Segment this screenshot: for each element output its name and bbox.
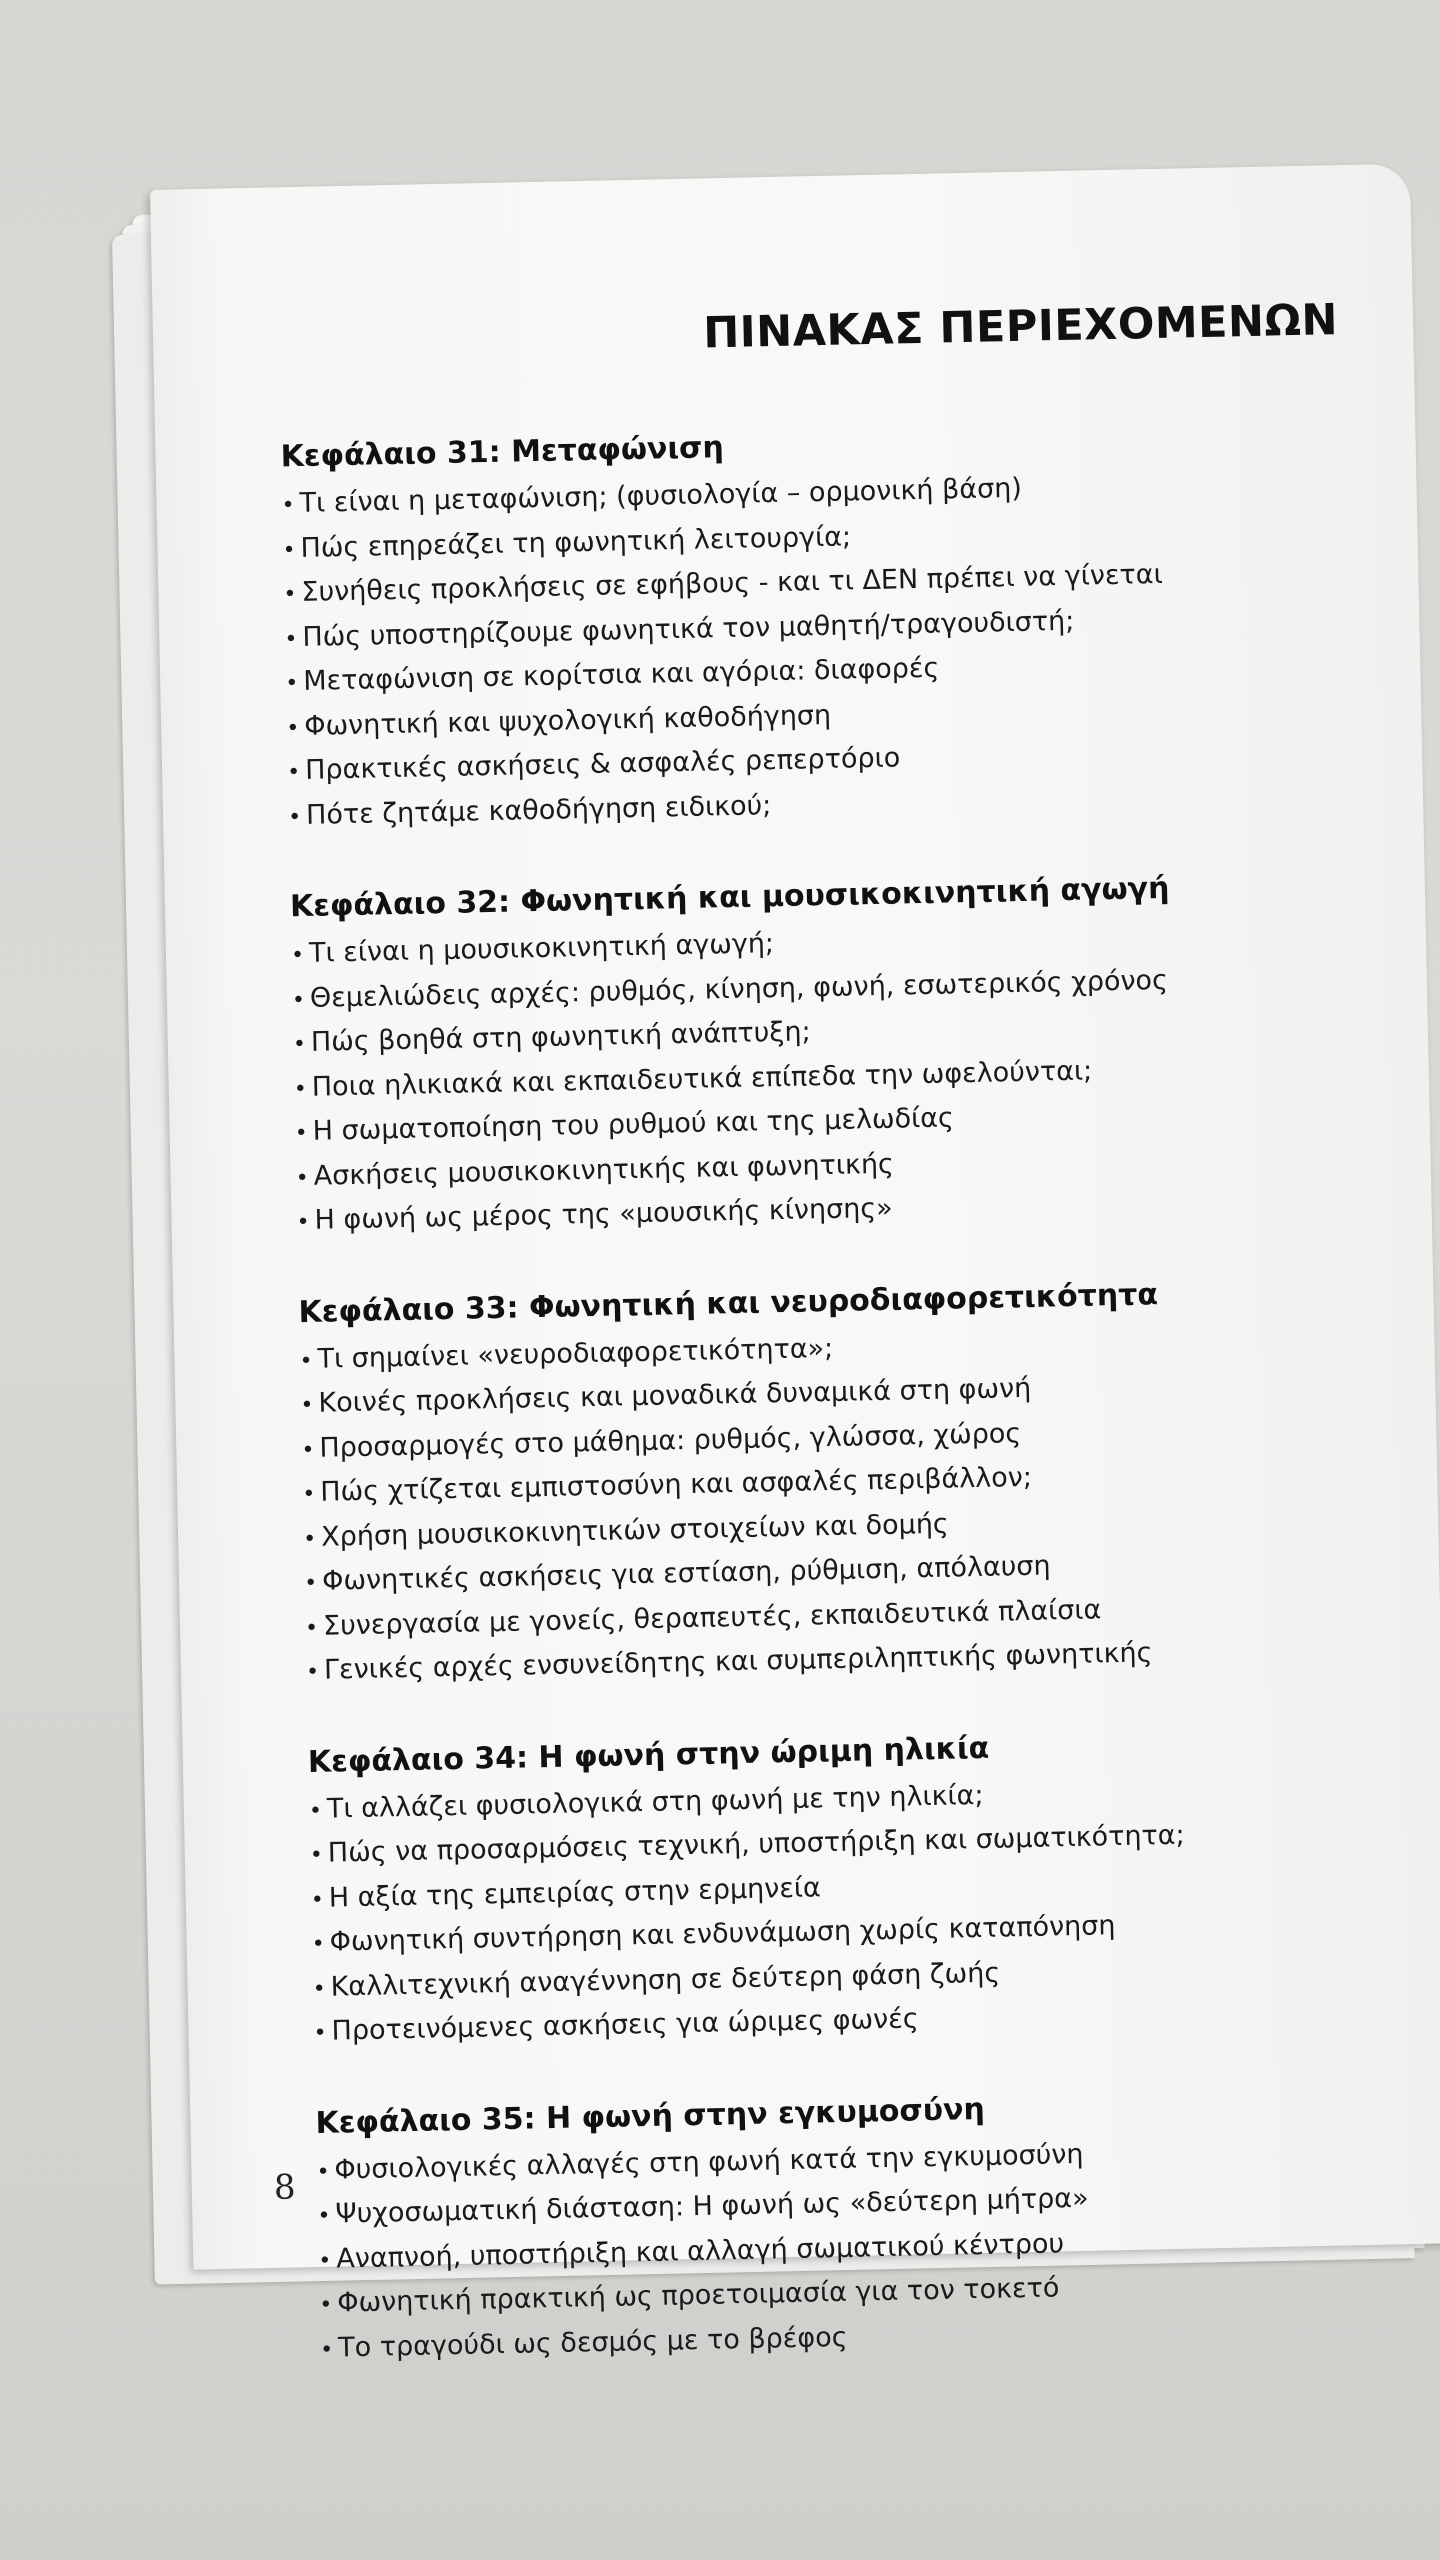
bullet-icon: • — [320, 2337, 334, 2363]
topic-text: Φωνητικές ασκήσεις για εστίαση, ρύθμιση, απόλαυση — [321, 1550, 1051, 1597]
chapter-topic-list — [316, 2127, 1390, 2372]
bullet-icon: • — [291, 987, 306, 1013]
bullet-icon: • — [281, 493, 295, 519]
bullet-icon: • — [304, 1615, 319, 1641]
chapter-section — [315, 2081, 1390, 2372]
bullet-icon: • — [295, 1165, 309, 1191]
bullet-icon: • — [305, 1659, 320, 1686]
topic-text: Πότε ζητάμε καθοδήγηση ειδικού; — [305, 789, 772, 831]
topic-text: Τι αλλάζει φυσιολογικά στη φωνή με την ηλικία; — [326, 1779, 984, 1825]
bullet-icon: • — [316, 2159, 330, 2185]
bullet-icon: • — [309, 1842, 324, 1869]
bullet-icon: • — [317, 2203, 331, 2229]
bullet-icon: • — [319, 2292, 333, 2318]
topic-text: Ασκήσεις μουσικοκινητικής και φωνητικής — [313, 1148, 895, 1192]
topic-text: Φωνητική και ψυχολογική καθοδήγηση — [303, 699, 832, 742]
topic-text: Φωνητική πρακτική ως προετοιμασία για τον τοκετό — [336, 2272, 1060, 2319]
topic-text: Πώς να προσαρμόσεις τεχνική, υποστήριξη και σωματικότητα; — [327, 1819, 1185, 1869]
chapter-section — [280, 415, 1358, 839]
topic-text: Καλλιτεχνική αναγέννηση σε δεύτερη φάση ζωής — [330, 1957, 1001, 2003]
bullet-icon: • — [283, 582, 297, 608]
bullet-icon: • — [313, 2020, 327, 2046]
chapter-topic-list — [299, 1316, 1376, 1694]
bullet-icon: • — [303, 1526, 317, 1552]
topic-text: Πρακτικές ασκήσεις & ασφαλές ρεπερτόριο — [304, 742, 901, 786]
bullet-icon: • — [301, 1437, 315, 1463]
topic-text: Τι σημαίνει «νευροδιαφορετικότητα»; — [317, 1332, 834, 1375]
topic-text: Τι είναι η μεταφώνιση; (φυσιολογία – ορμονική βάση) — [299, 472, 1023, 519]
bullet-icon: • — [284, 626, 298, 652]
bullet-icon: • — [292, 1031, 307, 1058]
topic-text: Προτεινόμενες ασκήσεις για ώριμες φωνές — [331, 2003, 919, 2047]
chapter-topic-list — [309, 1766, 1384, 2055]
bullet-icon: • — [318, 2248, 332, 2274]
page-number: 8 — [273, 2167, 296, 2208]
bullet-icon: • — [286, 715, 300, 741]
bullet-icon: • — [290, 942, 305, 969]
chapter-topic-list — [291, 911, 1367, 1245]
bullet-icon: • — [308, 1798, 323, 1824]
topic-text: Γενικές αρχές ενσυνείδητης και συμπεριληπτικής φωνητικής — [323, 1637, 1153, 1686]
topic-text: Φωνητική συντήρηση και ενδυνάμωση χωρίς καταπόνηση — [329, 1910, 1116, 1958]
topic-text: Η αξία της εμπειρίας στην ερμηνεία — [328, 1871, 822, 1914]
topic-text: Η φωνή ως μέρος της «μουσικής κίνησης» — [314, 1192, 893, 1236]
chapter-heading: Κεφάλαιο 32: Φωνητική και μουσικοκινητική αγωγή — [289, 870, 1170, 925]
topic-text: Πώς επηρεάζει τη φωνητική λειτουργία; — [300, 520, 852, 564]
bullet-icon: • — [300, 1392, 314, 1419]
chapter-list — [280, 415, 1391, 2420]
bullet-icon: • — [286, 759, 301, 786]
bullet-icon: • — [287, 804, 302, 830]
topic-text: Χρήση μουσικοκινητικών στοιχείων και δομής — [320, 1508, 950, 1553]
page-content — [275, 165, 1339, 2364]
bullet-icon: • — [312, 1976, 326, 2002]
topic-text: Πώς βοηθά στη φωνητική ανάπτυξη; — [310, 1016, 811, 1058]
topic-text: Τι είναι η μουσικοκινητική αγωγή; — [308, 928, 775, 969]
chapter-heading: Κεφάλαιο 33: Φωνητική και νευροδιαφορετικότητα — [298, 1276, 1159, 1330]
topic-text: Ποια ηλικιακά και εκπαιδευτικά επίπεδα την ωφελούνται; — [311, 1054, 1093, 1103]
topic-text: Ψυχοσωματική διάσταση: Η φωνή ως «δεύτερη μήτρα» — [335, 2182, 1089, 2230]
chapter-heading: Κεφάλαιο 35: Η φωνή στην εγκυμοσύνη — [315, 2091, 986, 2141]
chapter-section — [308, 1720, 1384, 2055]
topic-text: Συνεργασία με γονείς, θεραπευτές, εκπαιδευτικά πλαίσια — [322, 1593, 1102, 1642]
topic-text: Αναπνοή, υποστήριξη και αλλαγή σωματικού κέντρου — [336, 2227, 1065, 2275]
bullet-icon: • — [310, 1887, 325, 1913]
topic-text: Μεταφώνιση σε κορίτσια και αγόρια: διαφορές — [303, 652, 940, 697]
bullet-icon: • — [296, 1209, 310, 1236]
bullet-icon: • — [311, 1931, 326, 1957]
chapter-heading: Κεφάλαιο 31: Μεταφώνιση — [280, 430, 725, 475]
topic-text: Η σωματοποίηση του ρυθμού και της μελωδίας — [312, 1102, 955, 1147]
chapter-heading: Κεφάλαιο 34: Η φωνή στην ώριμη ηλικία — [307, 1730, 990, 1780]
book-page — [150, 164, 1440, 2364]
bullet-icon: • — [303, 1570, 318, 1597]
chapter-section — [298, 1270, 1376, 1694]
bullet-icon: • — [302, 1481, 316, 1508]
bullet-icon: • — [293, 1076, 308, 1102]
topic-text: Φυσιολογικές αλλαγές στη φωνή κατά την εγκυμοσύνη — [334, 2138, 1084, 2186]
topic-text: Πώς υποστηρίζουμε φωνητικά τον μαθητή/τραγουδιστή; — [302, 605, 1075, 653]
topic-text: Το τραγούδι ως δεσμός με το βρέφος — [337, 2321, 848, 2364]
topic-text: Πώς χτίζεται εμπιστοσύνη και ασφαλές περιβάλλον; — [319, 1461, 1033, 1508]
chapter-topic-list — [281, 461, 1358, 839]
chapter-section — [290, 865, 1367, 1245]
bullet-icon: • — [285, 671, 299, 697]
topic-text: Προσαρμογές στο μάθημα: ρυθμός, γλώσσα, χώρος — [319, 1417, 1022, 1464]
bullet-icon: • — [294, 1120, 309, 1147]
bullet-icon: • — [282, 537, 296, 563]
topic-text: Θεμελιώδεις αρχές: ρυθμός, κίνηση, φωνή, εσωτερικός χρόνος — [309, 964, 1169, 1014]
bullet-icon: • — [299, 1348, 313, 1374]
page-title: ΠΙΝΑΚΑΣ ΠΕΡΙΕΧΟΜΕΝΩΝ — [702, 295, 1339, 359]
topic-text: Κοινές προκλήσεις και μοναδικά δυναμικά στη φωνή — [318, 1372, 1032, 1419]
topic-text: Συνήθεις προκλήσεις σε εφήβους - και τι ΔΕΝ πρέπει να γίνεται — [301, 558, 1163, 608]
